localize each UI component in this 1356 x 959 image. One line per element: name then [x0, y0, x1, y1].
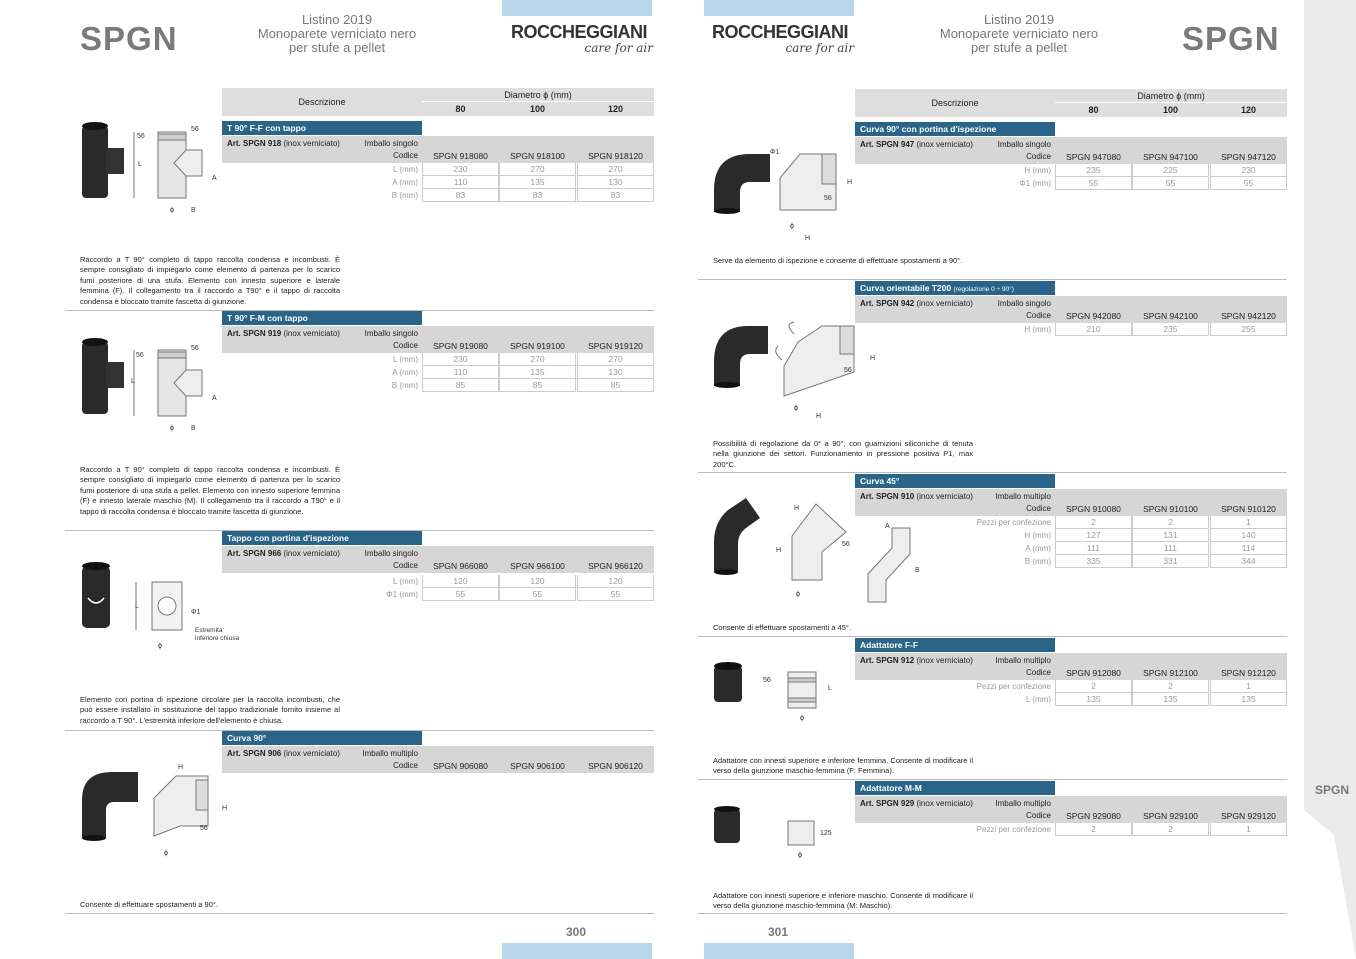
table-row	[222, 379, 654, 392]
codice-label: Codice	[1026, 152, 1051, 161]
top-ribbon-left	[502, 0, 652, 16]
col-100: 100	[529, 104, 546, 114]
cell: 120	[422, 575, 499, 588]
svg-text:L: L	[828, 685, 832, 692]
col-80: 80	[1088, 105, 1099, 115]
table-row	[855, 823, 1287, 836]
title-text: Curva orientabile T200	[860, 283, 952, 293]
svg-text:H: H	[776, 547, 782, 554]
cell: 344	[1210, 555, 1287, 568]
imballo: Imballo singolo	[364, 329, 418, 338]
description: Consente di effettuare spostamenti a 45°.	[713, 623, 851, 632]
cell: 55	[1210, 177, 1287, 190]
section-title: Curva 90°	[222, 731, 422, 745]
code-80: SPGN 966080	[433, 561, 488, 571]
product-919	[222, 311, 654, 391]
cell: 335	[1055, 555, 1132, 568]
svg-text:56: 56	[824, 195, 832, 202]
svg-text:56: 56	[200, 825, 208, 832]
t90-fm-product-image	[78, 338, 228, 433]
curva-orientabile-product-image	[710, 318, 885, 423]
code-100: SPGN 929100	[1143, 811, 1198, 821]
cell: 55	[1132, 177, 1209, 190]
row-label: H (mm)	[1024, 325, 1051, 334]
divider	[698, 636, 1287, 637]
cell: 114	[1210, 542, 1287, 555]
product-942	[855, 281, 1287, 337]
product-906	[222, 731, 654, 775]
cell: 135	[1055, 693, 1132, 706]
listino-line: per stufe a pellet	[288, 40, 386, 55]
section-title: Adattatore M-M	[855, 781, 1055, 795]
art-note: (inox verniciato)	[283, 329, 340, 338]
cell: 110	[422, 366, 499, 379]
roccheggiani-logo-right	[700, 22, 860, 54]
imballo: Imballo multiplo	[362, 749, 418, 758]
description: Serve da elemento di ispezione e consente di effettuare spostamenti a 90°.	[713, 256, 963, 265]
code-80: SPGN 912080	[1066, 668, 1121, 678]
cell: 230	[1210, 164, 1287, 177]
bottom-ribbon-right	[704, 943, 854, 959]
code-80: SPGN 942080	[1066, 311, 1121, 321]
codice-label: Codice	[1026, 504, 1051, 513]
cell: 111	[1055, 542, 1132, 555]
codice-label: Codice	[393, 761, 418, 770]
cell: 110	[422, 176, 499, 189]
svg-text:56: 56	[136, 352, 144, 359]
art-number: Art. SPGN 918	[227, 139, 282, 148]
logo-tagline: care for air	[785, 41, 854, 55]
art-number: Art. SPGN 947	[860, 140, 915, 149]
row-label: L (mm)	[392, 165, 418, 174]
row-label: A (mm)	[392, 368, 418, 377]
brand-title-left: SPGN	[80, 20, 178, 57]
cell: 1	[1210, 516, 1287, 529]
codice-label: Codice	[1026, 811, 1051, 820]
description: Raccordo a T 90° completo di tappo raccolta condensa e incombusti. È sempre consigliato di impiegarlo come elemento di partenza per lo scarico fumi posteriore di una stufa a pellet. Elemento con innesto superiore femmina (F) e innesto laterale maschio (M). Il collegamento tra il raccordo a T90° e il tappo di raccolta condensa è bloccato tramite fascetta di giunzione.	[80, 465, 340, 516]
svg-text:H: H	[847, 179, 853, 186]
art-note: (inox verniciato)	[916, 656, 973, 665]
col-diametro: Diametro ϕ (mm)	[1055, 89, 1287, 103]
svg-text:56: 56	[191, 126, 199, 133]
svg-text:56: 56	[137, 133, 145, 140]
section-title: T 90° F-F con tappo	[222, 121, 422, 135]
cell: 83	[499, 189, 576, 202]
cell: 140	[1210, 529, 1287, 542]
svg-text:H: H	[805, 235, 811, 242]
code-100: SPGN 906100	[510, 761, 565, 771]
art-note: (inox verniciato)	[283, 139, 340, 148]
description: Raccordo a T 90° completo di tappo raccolta condensa e incombusti. È sempre consigliato di impiegarlo come elemento di partenza per lo scarico fumi posteriore di una stufa. Elemento con innesto superiore e laterale femmina (F). Il collegamento tra il raccordo a T90° e il tappo di raccolta condensa è bloccato tramite fascetta di giunzione.	[80, 255, 340, 306]
table-row	[222, 588, 654, 601]
svg-text:Φ1: Φ1	[191, 609, 201, 616]
code-100: SPGN 966100	[510, 561, 565, 571]
col-100: 100	[1162, 105, 1179, 115]
row-label: B (mm)	[1024, 557, 1051, 566]
curva-90-ispezione-product-image	[710, 140, 860, 245]
cell: 55	[577, 588, 654, 601]
imballo: Imballo multiplo	[995, 656, 1051, 665]
cell: 120	[499, 575, 576, 588]
row-label: B (mm)	[391, 381, 418, 390]
cell: 270	[577, 353, 654, 366]
cell: 120	[577, 575, 654, 588]
svg-text:B: B	[191, 207, 196, 214]
row-label: L (mm)	[392, 355, 418, 364]
cell: 2	[1132, 516, 1209, 529]
row-label: L (mm)	[392, 577, 418, 586]
code-80: SPGN 919080	[433, 341, 488, 351]
section-title: Adattatore F-F	[855, 638, 1055, 652]
cell: 55	[422, 588, 499, 601]
curva-45-product-image	[710, 492, 925, 612]
svg-text:125: 125	[820, 830, 832, 837]
top-ribbon-right	[704, 0, 854, 16]
art-number: Art. SPGN 912	[860, 656, 915, 665]
divider	[698, 472, 1287, 473]
listino-left	[237, 13, 437, 55]
art-number: Art. SPGN 910	[860, 492, 915, 501]
table-row	[222, 353, 654, 366]
imballo: Imballo singolo	[997, 299, 1051, 308]
imballo: Imballo singolo	[364, 139, 418, 148]
svg-text:56: 56	[842, 541, 850, 548]
brand-title-right: SPGN	[1182, 20, 1280, 57]
divider	[698, 279, 1287, 280]
description: Adattatore con innesti superiore e inferiore maschio. Consente di modificare il verso della giunzione maschio-femmina (M: Maschio).	[713, 891, 973, 911]
code-80: SPGN 906080	[433, 761, 488, 771]
svg-text:ϕ: ϕ	[790, 223, 794, 230]
svg-text:ϕ: ϕ	[164, 850, 168, 857]
row-label: Pezzi per confezione	[976, 825, 1051, 834]
logo-name: ROCCHEGGIANI	[510, 22, 647, 42]
section-title: Curva 90° con portina d'ispezione	[855, 122, 1055, 136]
codice-label: Codice	[393, 561, 418, 570]
cell: 85	[422, 379, 499, 392]
svg-text:L: L	[131, 378, 135, 385]
cell: 230	[422, 353, 499, 366]
row-label: H (mm)	[1024, 531, 1051, 540]
note-estremita: inferiore chiusa	[195, 635, 240, 642]
code-100: SPGN 942100	[1143, 311, 1198, 321]
row-label: A (mm)	[392, 178, 418, 187]
tappo-product-image	[78, 560, 253, 655]
product-929	[855, 781, 1287, 837]
cell: 2	[1055, 516, 1132, 529]
imballo: Imballo singolo	[364, 549, 418, 558]
listino-line: per stufe a pellet	[970, 40, 1068, 55]
code-100: SPGN 912100	[1143, 668, 1198, 678]
divider	[698, 913, 1287, 914]
col-120: 120	[607, 104, 624, 114]
art-note: (inox verniciato)	[916, 299, 973, 308]
cell: 235	[1132, 323, 1209, 336]
side-tab	[1304, 0, 1356, 959]
codice-label: Codice	[1026, 668, 1051, 677]
art-number: Art. SPGN 919	[227, 329, 282, 338]
cell: 225	[1132, 164, 1209, 177]
cell: 135	[1210, 693, 1287, 706]
product-966	[222, 531, 654, 601]
adattatore-ff-product-image	[710, 660, 850, 725]
logo-name: ROCCHEGGIANI	[711, 22, 848, 42]
row-label: Φ1 (mm)	[386, 590, 418, 599]
svg-text:ϕ: ϕ	[170, 207, 174, 214]
col-descrizione: Descrizione	[931, 98, 979, 108]
cell: 2	[1132, 823, 1209, 836]
cell: 135	[499, 176, 576, 189]
art-note: (inox verniciato)	[916, 140, 973, 149]
svg-text:H: H	[794, 505, 800, 512]
imballo: Imballo singolo	[997, 140, 1051, 149]
code-100: SPGN 947100	[1143, 152, 1198, 162]
cell: 1	[1210, 823, 1287, 836]
code-80: SPGN 929080	[1066, 811, 1121, 821]
row-label: Pezzi per confezione	[976, 518, 1051, 527]
codice-label: Codice	[1026, 311, 1051, 320]
svg-text:B: B	[915, 567, 920, 574]
table-row	[222, 176, 654, 189]
title-note: (regolazione 0 ÷ 90°)	[953, 286, 1014, 293]
listino-line: Listino 2019	[301, 12, 373, 27]
cell: 131	[1132, 529, 1209, 542]
listino-line: Monoparete verniciato nero	[939, 26, 1099, 41]
code-80: SPGN 918080	[433, 151, 488, 161]
svg-text:A: A	[212, 395, 217, 402]
cell: 1	[1210, 680, 1287, 693]
code-100: SPGN 910100	[1143, 504, 1198, 514]
art-number: Art. SPGN 966	[227, 549, 282, 558]
svg-text:56: 56	[844, 367, 852, 374]
svg-text:H: H	[816, 413, 822, 420]
side-tab-label: SPGN	[1314, 783, 1349, 797]
row-label: L (mm)	[1025, 695, 1051, 704]
codice-label: Codice	[393, 151, 418, 160]
cell: 127	[1055, 529, 1132, 542]
table-row	[855, 693, 1287, 706]
cell: 83	[422, 189, 499, 202]
code-120: SPGN 919120	[588, 341, 643, 351]
section-title	[855, 281, 1055, 295]
col-descrizione: Descrizione	[298, 97, 346, 107]
imballo: Imballo multiplo	[995, 799, 1051, 808]
description: Elemento con portina di ispezione circolare per la raccolta incombusti, che può essere installato in sostituzione del tappo tradizionale fornito insieme al raccordo a T 90°. L'estremità inferiore dell'elemento è chiusa.	[80, 695, 340, 725]
cell: 270	[499, 353, 576, 366]
product-947	[855, 122, 1287, 190]
description: Consente di effettuare spostamenti a 90°.	[80, 900, 218, 909]
code-100: SPGN 919100	[510, 341, 565, 351]
product-918	[222, 121, 654, 201]
row-label: B (mm)	[391, 191, 418, 200]
code-120: SPGN 906120	[588, 761, 643, 771]
code-120: SPGN 929120	[1221, 811, 1276, 821]
cell: 2	[1055, 680, 1132, 693]
cell: 85	[577, 379, 654, 392]
section-title: T 90° F-M con tappo	[222, 311, 422, 325]
code-80: SPGN 947080	[1066, 152, 1121, 162]
col-120: 120	[1240, 105, 1257, 115]
svg-text:A: A	[212, 175, 217, 182]
row-label: Pezzi per confezione	[976, 682, 1051, 691]
code-100: SPGN 918100	[510, 151, 565, 161]
table-row	[855, 177, 1287, 190]
description: Possibilità di regolazione da 0° a 90°, con guarnizioni siliconiche di tenuta nella giunzione dei settori. Funzionamento in pressione positiva P1, max 200°C.	[713, 439, 973, 469]
cell: 130	[577, 176, 654, 189]
cell: 210	[1055, 323, 1132, 336]
row-label: H (mm)	[1024, 166, 1051, 175]
cell: 2	[1132, 680, 1209, 693]
t90-ff-product-image	[78, 120, 228, 215]
svg-text:B: B	[191, 425, 196, 432]
svg-text:ϕ: ϕ	[794, 405, 798, 412]
cell: 235	[1055, 164, 1132, 177]
table-row	[222, 189, 654, 202]
art-number: Art. SPGN 942	[860, 299, 915, 308]
code-120: SPGN 918120	[588, 151, 643, 161]
code-120: SPGN 912120	[1221, 668, 1276, 678]
art-note: (inox verniciato)	[916, 492, 973, 501]
art-note: (inox verniciato)	[916, 799, 973, 808]
svg-text:A: A	[885, 523, 890, 530]
code-120: SPGN 942120	[1221, 311, 1276, 321]
table-row	[855, 680, 1287, 693]
svg-text:H: H	[222, 805, 228, 812]
adattatore-mm-product-image	[710, 805, 850, 865]
note-estremita: Estremita'	[195, 627, 224, 634]
cell: 111	[1132, 542, 1209, 555]
table-row	[855, 323, 1287, 336]
svg-text:L: L	[138, 161, 142, 168]
svg-text:ϕ: ϕ	[798, 852, 802, 859]
table-row	[855, 164, 1287, 177]
svg-text:Φ1: Φ1	[770, 149, 780, 156]
svg-text:L: L	[135, 603, 139, 610]
cell: 135	[1132, 693, 1209, 706]
table-row	[222, 575, 654, 588]
row-label: Φ1 (mm)	[1019, 179, 1051, 188]
svg-text:ϕ: ϕ	[158, 643, 162, 650]
svg-text:ϕ: ϕ	[170, 425, 174, 432]
description: Adattatore con innesti superiore e inferiore femmina. Consente di modificare il verso della giunzione maschio-femmina (F: Femmina).	[713, 756, 973, 776]
divider	[698, 779, 1287, 780]
cell: 130	[577, 366, 654, 379]
roccheggiani-logo-left	[499, 22, 659, 54]
cell: 270	[577, 163, 654, 176]
cell: 83	[577, 189, 654, 202]
svg-text:56: 56	[191, 345, 199, 352]
cell: 331	[1132, 555, 1209, 568]
table-row	[222, 366, 654, 379]
cell: 55	[499, 588, 576, 601]
cell: 230	[422, 163, 499, 176]
col-diametro: Diametro ϕ (mm)	[422, 88, 654, 102]
bottom-ribbon-left	[502, 943, 652, 959]
divider	[65, 913, 654, 914]
table-header-left	[222, 88, 654, 116]
row-label: A (mm)	[1025, 544, 1051, 553]
table-row	[222, 163, 654, 176]
table-header-right	[855, 89, 1287, 117]
code-120: SPGN 947120	[1221, 152, 1276, 162]
cell: 85	[499, 379, 576, 392]
product-912	[855, 638, 1287, 708]
section-title: Curva 45°	[855, 474, 1055, 488]
cell: 2	[1055, 823, 1132, 836]
cell: 55	[1055, 177, 1132, 190]
svg-text:56: 56	[763, 677, 771, 684]
svg-text:ϕ: ϕ	[796, 591, 800, 598]
cell: 255	[1210, 323, 1287, 336]
codice-label: Codice	[393, 341, 418, 350]
section-title: Tappo con portina d'ispezione	[222, 531, 422, 545]
listino-line: Listino 2019	[983, 12, 1055, 27]
page-number-right: 301	[768, 925, 789, 939]
col-80: 80	[455, 104, 466, 114]
imballo: Imballo multiplo	[995, 492, 1051, 501]
cell: 135	[499, 366, 576, 379]
curva-90-product-image	[78, 760, 238, 860]
svg-text:H: H	[178, 764, 184, 771]
svg-text:ϕ: ϕ	[800, 715, 804, 722]
art-note: (inox verniciato)	[283, 549, 340, 558]
code-120: SPGN 966120	[588, 561, 643, 571]
listino-line: Monoparete verniciato nero	[257, 26, 417, 41]
svg-text:H: H	[870, 355, 876, 362]
art-number: Art. SPGN 929	[860, 799, 915, 808]
code-80: SPGN 910080	[1066, 504, 1121, 514]
art-note: (inox verniciato)	[283, 749, 340, 758]
page-number-left: 300	[566, 925, 587, 939]
listino-right	[919, 13, 1119, 55]
logo-tagline: care for air	[584, 41, 653, 55]
code-120: SPGN 910120	[1221, 504, 1276, 514]
art-number: Art. SPGN 906	[227, 749, 282, 758]
cell: 270	[499, 163, 576, 176]
